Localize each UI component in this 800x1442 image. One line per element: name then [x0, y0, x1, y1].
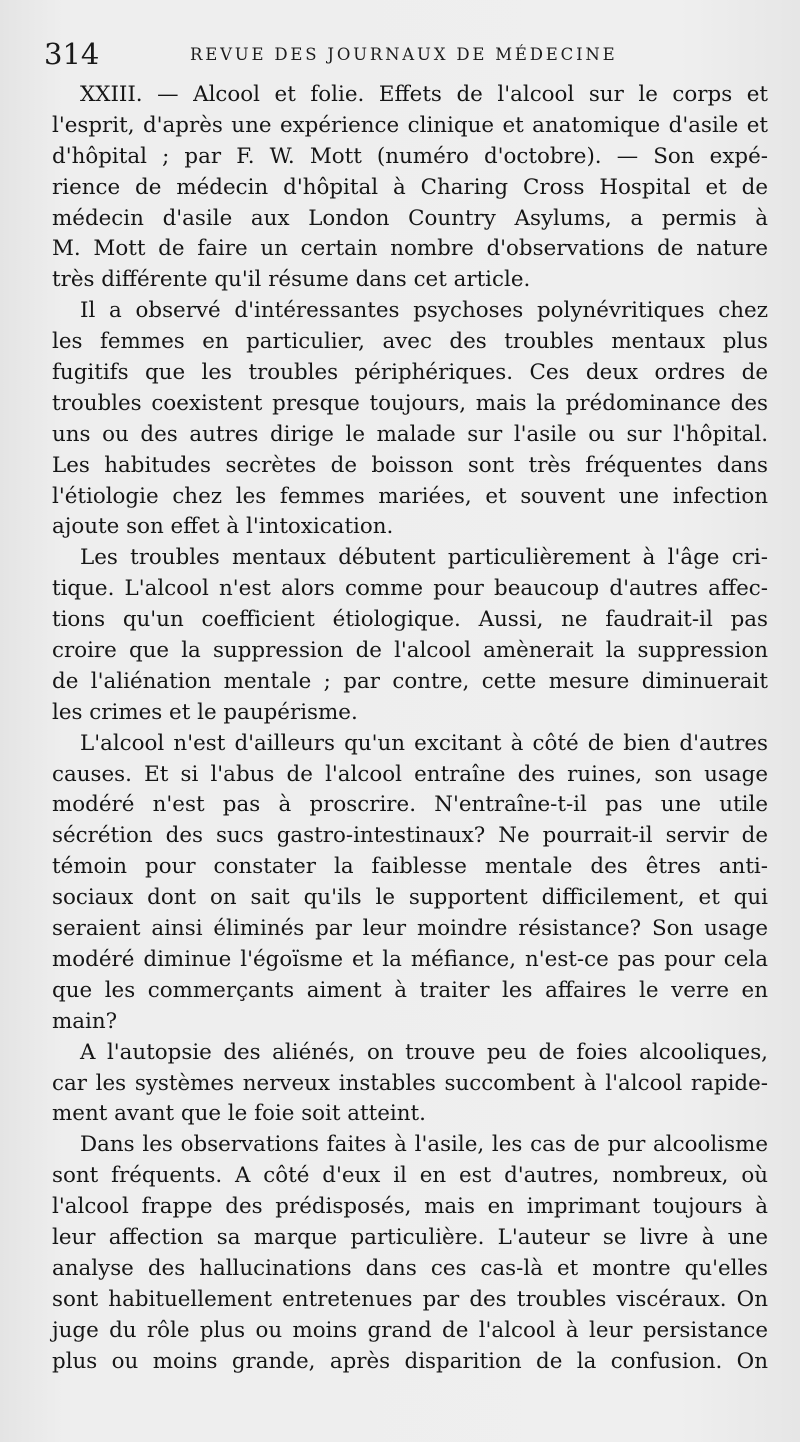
- text-line: leur affection sa marque particulière. L'auteur se livre à une: [52, 1224, 768, 1250]
- text-line: L'alcool n'est d'ailleurs qu'un excitant à côté de bien d'autres: [80, 730, 768, 756]
- text-line: rience de médecin d'hôpital à Charing Cross Hospital et de: [52, 174, 768, 200]
- text-line: les crimes et le paupérisme.: [52, 699, 358, 725]
- text-line: causes. Et si l'abus de l'alcool entraîne des ruines, son usage: [52, 761, 768, 787]
- text-line: M. Mott de faire un certain nombre d'observations de nature: [52, 236, 768, 262]
- text-line: XXIII. — Alcool et folie. Effets de l'alcool sur le corps et: [80, 82, 768, 107]
- page-number: 314: [44, 37, 100, 71]
- text-line: l'alcool frappe des prédisposés, mais en imprimant toujours à: [52, 1194, 768, 1220]
- text-line: de l'aliénation mentale ; par contre, cette mesure diminuerait: [52, 668, 768, 694]
- text-line: car les systèmes nerveux instables succombent à l'alcool rapide-: [52, 1070, 768, 1096]
- text-line: Les troubles mentaux débutent particulièrement à l'âge cri-: [80, 545, 768, 571]
- text-line: plus ou moins grande, après disparition de la confusion. On: [52, 1348, 768, 1374]
- text-line: modéré diminue l'égoïsme et la méfiance, n'est-ce pas pour cela: [52, 946, 768, 972]
- text-line: les femmes en particulier, avec des troubles mentaux plus: [52, 329, 768, 355]
- text-line: ajoute son effet à l'intoxication.: [52, 514, 394, 540]
- text-line: troubles coexistent presque toujours, mais la prédominance des: [52, 390, 768, 416]
- article-body: [52, 80, 768, 1377]
- text-line: très différente qu'il résume dans cet article.: [52, 267, 531, 293]
- text-line: A l'autopsie des aliénés, on trouve peu de foies alcooliques,: [80, 1039, 768, 1065]
- text-line: Les habitudes secrètes de boisson sont très fréquentes dans: [52, 452, 768, 478]
- text-line: seraient ainsi éliminés par leur moindre résistance? Son usage: [52, 916, 768, 942]
- text-line: croire que la suppression de l'alcool amènerait la suppression: [52, 638, 768, 664]
- text-line: sécrétion des sucs gastro-intestinaux? Ne pourrait-il servir de: [52, 823, 768, 849]
- text-line: Il a observé d'intéressantes psychoses polynévritiques chez: [80, 298, 768, 324]
- text-line: Dans les observations faites à l'asile, les cas de pur alcoolisme: [80, 1132, 768, 1158]
- text-line: l'esprit, d'après une expérience clinique et anatomique d'asile et: [52, 112, 768, 138]
- text-line: l'étiologie chez les femmes mariées, et souvent une infection: [52, 483, 768, 509]
- text-line: ment avant que le foie soit atteint.: [52, 1101, 426, 1127]
- text-line: uns ou des autres dirige le malade sur l'asile ou sur l'hôpital.: [52, 421, 768, 447]
- text-line: main?: [52, 1008, 118, 1034]
- text-line: témoin pour constater la faiblesse mentale des êtres anti-: [52, 854, 768, 880]
- text-line: analyse des hallucinations dans ces cas-là et montre qu'elles: [52, 1255, 768, 1281]
- text-line: tions qu'un coefficient étiologique. Aussi, ne faudrait-il pas: [52, 607, 768, 633]
- text-line: sont fréquents. A côté d'eux il en est d'autres, nombreux, où: [52, 1163, 768, 1189]
- text-line: d'hôpital ; par F. W. Mott (numéro d'octobre). — Son expé-: [52, 143, 768, 169]
- journal-title: REVUE DES JOURNAUX DE MÉDECINE: [190, 45, 618, 64]
- text-line: médecin d'asile aux London Country Asylums, a permis à: [52, 205, 768, 231]
- text-line: tique. L'alcool n'est alors comme pour beaucoup d'autres affec-: [52, 576, 768, 602]
- text-line: juge du rôle plus ou moins grand de l'alcool à leur persistance: [52, 1317, 768, 1343]
- text-line: que les commerçants aiment à traiter les affaires le verre en: [52, 977, 768, 1003]
- running-head: [44, 34, 756, 74]
- text-line: sont habituellement entretenues par des troubles viscéraux. On: [52, 1286, 768, 1312]
- text-line: modéré n'est pas à proscrire. N'entraîne-t-il pas une utile: [52, 792, 768, 818]
- text-line: sociaux dont on sait qu'ils le supportent difficilement, et qui: [52, 885, 768, 911]
- text-line: fugitifs que les troubles périphériques. Ces deux ordres de: [52, 360, 768, 386]
